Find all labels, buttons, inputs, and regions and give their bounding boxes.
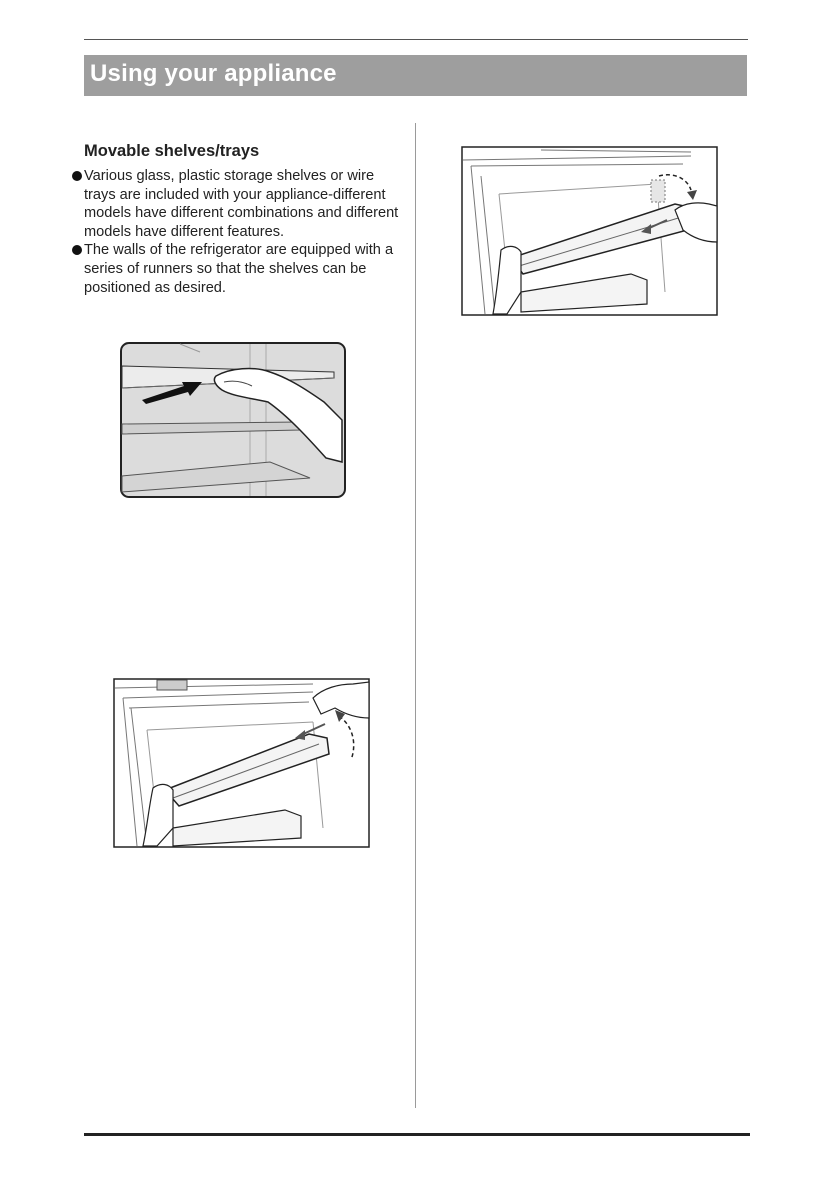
header-rule [84,39,748,40]
illustration-hand-sliding-shelf-icon [120,342,346,498]
bullet-dot-icon [72,245,82,255]
shelf-insertion-figure [120,342,346,498]
footer-rule [84,1133,750,1136]
heading-movable-shelves: Movable shelves/trays [84,142,260,160]
bullet-list [72,167,402,297]
door-balcony-removal-figure [113,678,370,848]
illustration-hands-lowering-door-tray-icon [461,146,718,316]
bullet-item [72,241,402,297]
bullet-item [72,167,402,241]
bullet-dot-icon [72,171,82,181]
bullet-text: The walls of the refrigerator are equipped with a series of runners so that the shelves can be positioned as desired. [84,242,394,296]
section-title: Using your appliance [90,60,337,87]
column-divider [415,123,416,1108]
illustration-hands-lifting-door-tray-icon [113,678,370,848]
door-balcony-insertion-figure [461,146,718,316]
bullet-text: Various glass, plastic storage shelves or wire trays are included with your appliance-different models have different combinations and different models have different features. [84,168,399,240]
section-banner [84,55,747,96]
